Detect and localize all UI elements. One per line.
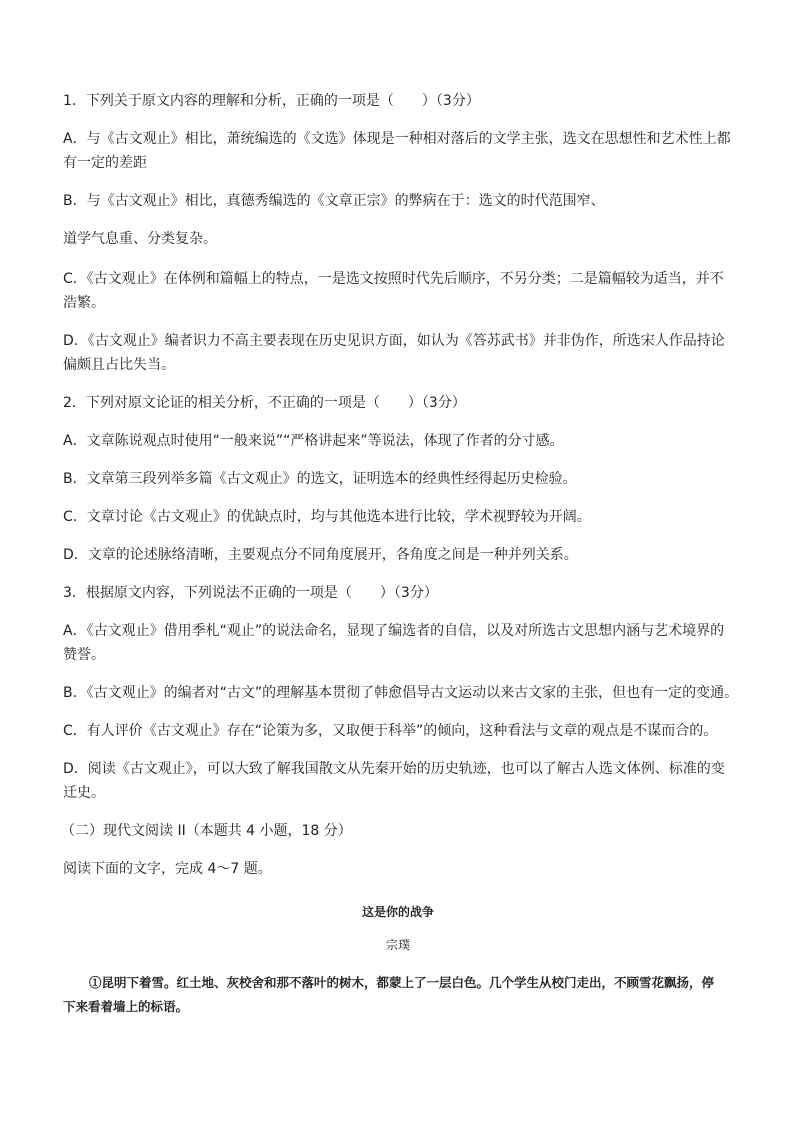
article-paragraph: ①昆明下着雪。红土地、灰校舍和那不落叶的树木，都蒙上了一层白色。几个学生从校门走出，不顾雪花飘扬，停下来看着墙上的标语。	[63, 975, 715, 1014]
question-2-option-d: D．文章的论述脉络清晰，主要观点分不同角度展开，各角度之间是一种并列关系。	[63, 547, 578, 563]
section-heading: （二）现代文阅读 II（本题共 4 小题，18 分）	[61, 823, 352, 839]
option-line: 偏颇且占比失当。	[63, 357, 175, 373]
document-content	[61, 89, 739, 1019]
option-line: D．阅读《古文观止》，可以大致了解我国散文从先秦开始的历史轨迹，也可以了解古人选文体例、标准的变	[63, 761, 725, 777]
option-line: C．《古文观止》在体例和篇幅上的特点，一是选文按照时代先后顺序，不另分类；二是篇幅较为适当，并不	[63, 271, 724, 287]
question-3-option-d	[63, 757, 733, 805]
question-3-option-b: B．《古文观止》的编者对“古文”的理解基本贯彻了韩愈倡导古文运动以来古文家的主张，但也有一定的变通。	[63, 685, 739, 701]
question-1-option-b	[63, 189, 733, 251]
question-3-option-a	[63, 619, 733, 667]
option-line: 浩繁。	[63, 295, 105, 311]
question-1-option-a	[63, 127, 733, 175]
article-author: 宗璞	[385, 938, 410, 952]
question-2-option-b: B．文章第三段列举多篇《古文观止》的选文，证明选本的经典性经得起历史检验。	[63, 471, 577, 487]
option-line: 有一定的差距	[63, 155, 147, 171]
section-instruction: 阅读下面的文字，完成 4～7 题。	[63, 861, 272, 877]
option-line: A．与《古文观止》相比，萧统编选的《文选》体现是一种相对落后的文学主张，选文在思想性和艺术性上都	[63, 131, 731, 147]
option-line: 迁史。	[63, 785, 105, 801]
question-1-option-c	[63, 267, 733, 315]
question-3-option-c: C．有人评价《古文观止》存在“论策为多，又取便于科举”的倾向，这种看法与文章的观点是不谋而合的。	[63, 723, 718, 739]
option-line: 赞誉。	[63, 647, 105, 663]
question-1-option-d	[63, 329, 733, 377]
question-1-stem: 1．下列关于原文内容的理解和分析，正确的一项是（ ）（3分）	[63, 93, 480, 109]
option-line: A．《古文观止》借用季札“观止”的说法命名，显现了编选者的自信，以及对所选古文思想内涵与艺术境界的	[63, 623, 725, 639]
article-title: 这是你的战争	[361, 905, 434, 919]
question-2-option-a: A．文章陈说观点时使用“一般来说”“严格讲起来”等说法，体现了作者的分寸感。	[63, 433, 564, 449]
option-line: D．《古文观止》编者识力不高主要表现在历史见识方面，如认为《答苏武书》并非伪作，所选宋人作品持论	[63, 333, 725, 349]
option-line: 道学气息重、分类复杂。	[63, 231, 217, 247]
question-3-stem: 3．根据原文内容，下列说法不正确的一项是（ ）（3分）	[63, 585, 438, 601]
option-line: B．与《古文观止》相比，真德秀编选的《文章正宗》的弊病在于：选文的时代范围窄、	[63, 193, 605, 209]
question-2-stem: 2．下列对原文论证的相关分析，不正确的一项是（ ）（3分）	[63, 395, 466, 411]
question-2-option-c: C．文章讨论《古文观止》的优缺点时，均与其他选本进行比较，学术视野较为开阔。	[63, 509, 591, 525]
